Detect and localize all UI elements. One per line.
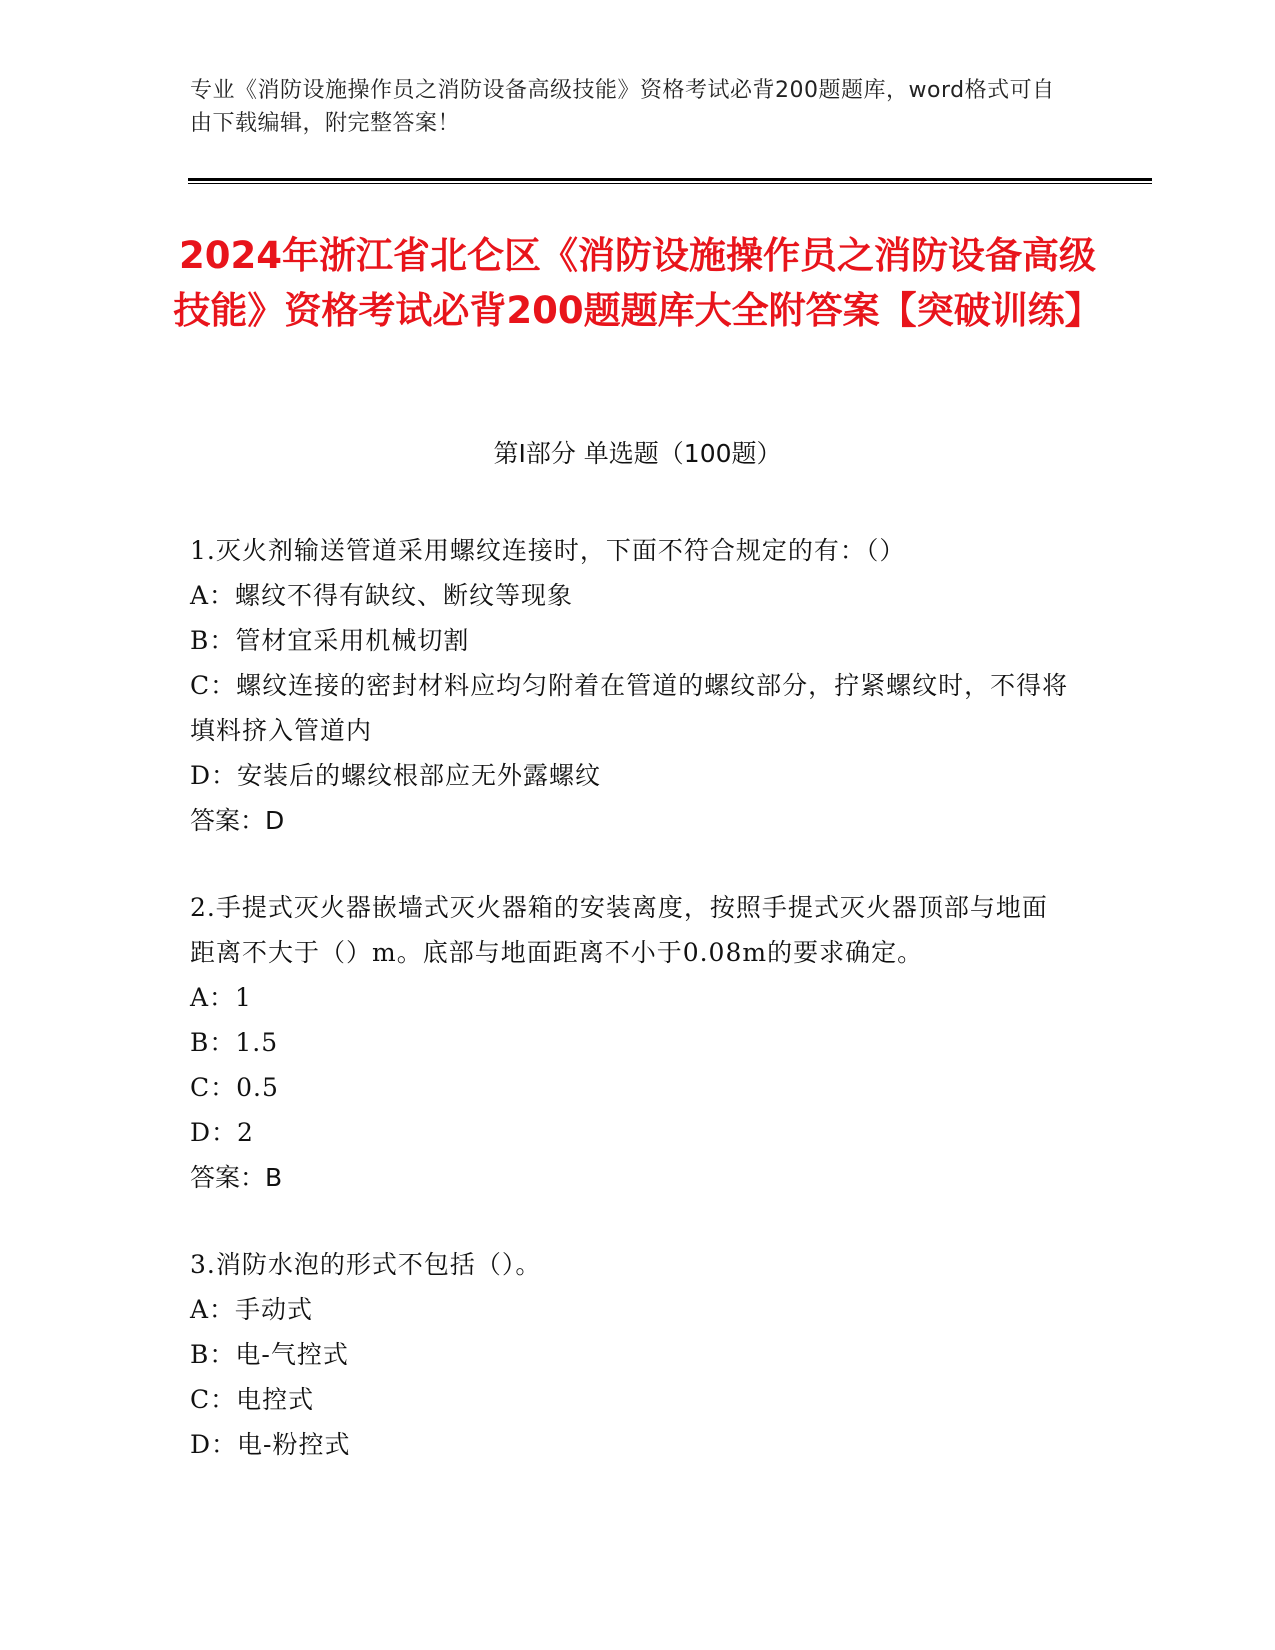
document-title: 2024年浙江省北仑区《消防设施操作员之消防设备高级技能》资格考试必背200题题库大全附答案【突破训练】	[173, 234, 1102, 332]
option-d: D：电-粉控式	[190, 1430, 351, 1459]
section-title: 第Ⅰ部分 单选题（100题）	[493, 439, 782, 468]
header-note: 专业《消防设施操作员之消防设备高级技能》资格考试必背200题题库，word格式可自由下载编辑，附完整答案！	[190, 78, 1055, 136]
option-d: D：安装后的螺纹根部应无外露螺纹	[190, 761, 602, 790]
question-list	[190, 528, 1070, 1509]
question-stem: 2.手提式灭火器嵌墙式灭火器箱的安装离度，按照手提式灭火器顶部与地面距离不大于（）m。底部与地面距离不小于0.08m的要求确定。	[190, 893, 1048, 967]
option-d: D：2	[190, 1118, 254, 1147]
option-c: C：电控式	[190, 1385, 315, 1414]
option-b: B：电-气控式	[190, 1340, 349, 1369]
question-3	[190, 1242, 1070, 1467]
option-b: B：管材宜采用机械切割	[190, 626, 470, 655]
question-1	[190, 528, 1070, 843]
option-b: B：1.5	[190, 1028, 279, 1057]
answer-line: 答案：D	[190, 806, 285, 835]
option-c: C：0.5	[190, 1073, 279, 1102]
header-divider-thin	[188, 183, 1152, 184]
question-stem: 1.灭火剂输送管道采用螺纹连接时，下面不符合规定的有：（）	[190, 536, 906, 565]
answer-line: 答案：B	[190, 1163, 283, 1192]
header-divider-thick	[188, 178, 1152, 181]
question-2	[190, 885, 1070, 1200]
option-c: C：螺纹连接的密封材料应均匀附着在管道的螺纹部分，拧紧螺纹时，不得将填料挤入管道内	[190, 671, 1069, 745]
option-a: A：螺纹不得有缺纹、断纹等现象	[190, 581, 574, 610]
option-a: A：手动式	[190, 1295, 314, 1324]
option-a: A：1	[190, 983, 252, 1012]
question-stem: 3.消防水泡的形式不包括（）。	[190, 1250, 542, 1279]
